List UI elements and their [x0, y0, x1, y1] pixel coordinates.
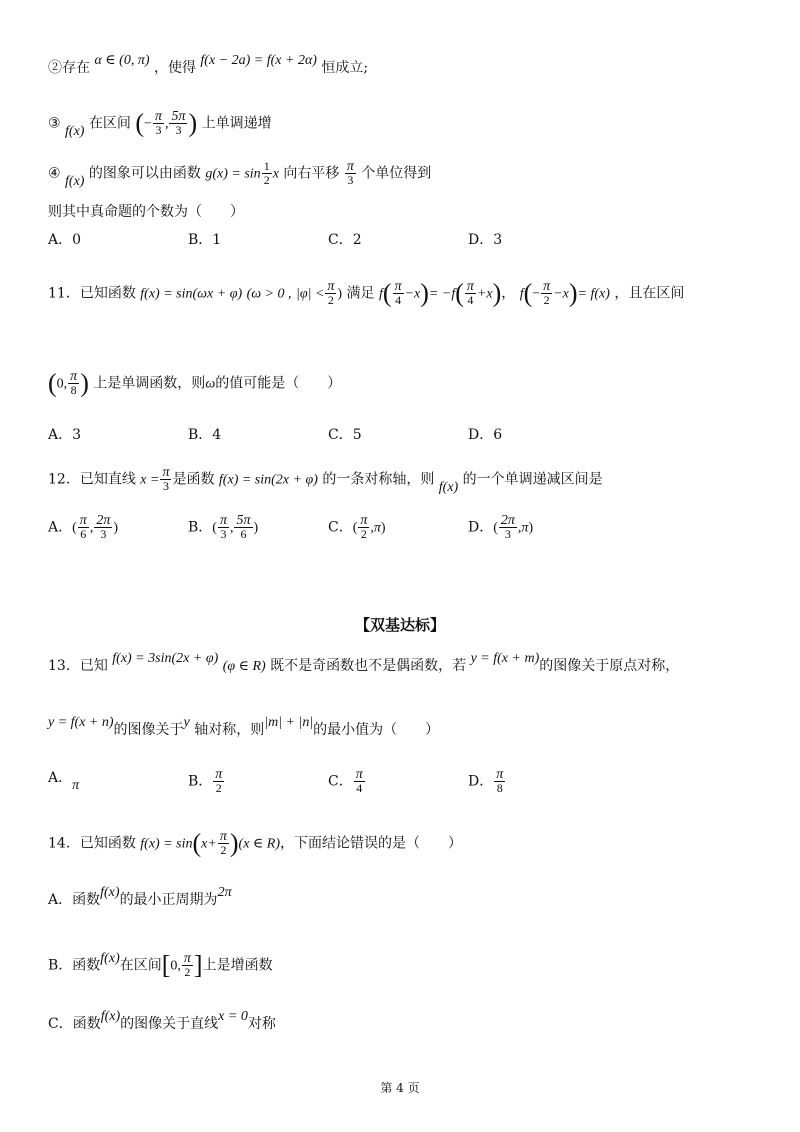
- q14-option-b: B．函数f(x)在区间[0, $\frac{\pi}{2}$ ]上是增函数: [48, 950, 273, 980]
- text: 的值可能是（ ）: [215, 375, 342, 392]
- paren: ): [337, 286, 343, 302]
- math-equation: f(x) = sin(ωx + φ): [140, 286, 243, 302]
- num: 2π: [96, 513, 111, 528]
- text: 上单调递增: [201, 115, 272, 132]
- bracket-open: [: [161, 950, 171, 980]
- text: ，且在区间: [614, 285, 685, 302]
- q11-option-d: D．6: [468, 427, 503, 443]
- q13-stem: [48, 651, 680, 677]
- q10-statement-3: [48, 110, 272, 137]
- math-cond: (ω > 0 ,: [246, 286, 292, 302]
- num: 2π: [500, 513, 515, 528]
- num: 5π: [236, 513, 251, 528]
- label: B．函数: [48, 957, 101, 974]
- den: 3: [347, 173, 354, 187]
- q12-option-c: C．( $\frac{\pi}{2}$ ,π): [328, 513, 386, 541]
- page-footer: 第 4 页: [380, 1081, 420, 1095]
- text: 在区间: [88, 115, 131, 132]
- text: 的最小值为（ ）: [313, 722, 440, 738]
- text: 的图像关于: [113, 722, 184, 738]
- num: π: [219, 513, 227, 528]
- num: π: [360, 513, 368, 528]
- q10-option-c: C．2: [328, 232, 362, 248]
- math-equation: y = f(x + m): [470, 651, 540, 666]
- text: 在区间: [119, 957, 162, 974]
- q11-option-b: B．4: [188, 427, 222, 443]
- fraction: [94, 514, 112, 541]
- den: 2: [360, 527, 367, 541]
- section-heading: 【双基达标】: [354, 616, 445, 634]
- math-eq: = −f: [428, 286, 456, 302]
- paren-open: (: [135, 108, 145, 138]
- q14-option-a: [48, 885, 232, 911]
- q10-option-b: B．1: [188, 232, 222, 248]
- math-pi: π: [72, 778, 80, 793]
- fraction: [354, 768, 365, 795]
- fraction: [358, 514, 369, 541]
- den: 6: [80, 527, 87, 541]
- math-cond: (φ ∈ R): [222, 659, 266, 674]
- label: D．: [468, 519, 494, 536]
- math-equation: f(x) = sin: [140, 836, 193, 852]
- q11-stem-2: (0, $\frac{\pi}{8}$ ) 上是单调函数，则ω的值可能是（ ）: [48, 368, 342, 398]
- q12-option-a: A．( $\frac{\pi}{6}$ , $\frac{2\pi}{3}$ ): [48, 513, 118, 541]
- den: 2: [327, 293, 334, 307]
- den: 2: [220, 843, 227, 857]
- label: C．: [328, 519, 353, 536]
- math-equation: f(x) = 3sin(2x + φ): [112, 651, 219, 666]
- num: π: [219, 829, 227, 844]
- text: 满足: [346, 285, 375, 302]
- text: 是函数: [172, 471, 215, 488]
- math-func: f(x): [100, 1009, 121, 1024]
- text: ③: [48, 115, 61, 132]
- math-equation: f(x) = sin(2x + φ): [218, 472, 318, 488]
- num: π: [215, 767, 223, 782]
- math-x: x =: [140, 472, 160, 488]
- fraction: [68, 370, 79, 397]
- num: 5π: [171, 109, 186, 124]
- fraction: [494, 768, 505, 795]
- label: C．函数: [48, 1016, 101, 1032]
- paren-close: ): [188, 108, 198, 138]
- fraction: [499, 514, 517, 541]
- q11-option-c: C．5: [328, 427, 362, 443]
- den: 2: [184, 965, 191, 979]
- den: 8: [70, 383, 77, 397]
- den: 3: [100, 527, 107, 541]
- text: ，下面结论错误的是（ ）: [279, 835, 462, 852]
- q13-option-c: [328, 768, 366, 795]
- paren-open: (: [192, 828, 202, 858]
- math-pi: π: [373, 520, 381, 536]
- text: 轴对称，则: [194, 722, 265, 738]
- math-func: f(x): [100, 950, 120, 966]
- q14-stem: 14．已知函数 f(x) = sin(x+ $\frac{\pi}{2}$ )(x ∈ R)，下面结论错误的是（ ）: [48, 828, 462, 858]
- label: B．: [188, 519, 213, 536]
- minus: −: [144, 116, 152, 132]
- math-func: f(x): [65, 173, 85, 189]
- num: π: [183, 951, 191, 966]
- text: 的一个单调递减区间是: [462, 471, 603, 488]
- text: 对称: [247, 1016, 276, 1032]
- den: 2: [543, 293, 550, 307]
- text: ②存在: [48, 60, 90, 76]
- fraction: [213, 768, 224, 795]
- text: 上是单调函数，则: [93, 375, 206, 392]
- math-x: x = 0: [218, 1009, 248, 1024]
- label: A．: [48, 770, 73, 786]
- num: π: [162, 465, 170, 480]
- text: 个单位得到: [361, 165, 432, 182]
- math-equation: y = f(x + n): [48, 715, 114, 730]
- den: 2: [215, 781, 222, 795]
- fraction: [182, 952, 193, 979]
- den: 3: [162, 479, 169, 493]
- math-cond: |φ| <: [296, 286, 325, 302]
- fraction: [78, 514, 89, 541]
- math-omega: ω: [205, 376, 216, 392]
- q13-option-b: [188, 768, 225, 795]
- den: 2: [263, 173, 270, 187]
- num: π: [394, 279, 402, 294]
- text: 13．已知: [48, 658, 108, 674]
- paren-close: ): [229, 828, 239, 858]
- text: 的一条对称轴，则: [322, 471, 435, 488]
- q13-stem-2: [48, 715, 440, 741]
- label: D．: [468, 773, 494, 790]
- num: π: [327, 279, 335, 294]
- fraction: [325, 280, 336, 307]
- num: π: [466, 279, 474, 294]
- math-pi: π: [521, 520, 529, 536]
- text: 的最小正周期为: [119, 892, 218, 908]
- q10-question: 则其中真命题的个数为（ ）: [48, 204, 244, 220]
- text: ④: [48, 165, 61, 182]
- math-g: g(x) = sin: [205, 166, 261, 182]
- text: 14．已知函数: [48, 835, 136, 852]
- fraction: [262, 160, 272, 187]
- text: 11．已知函数: [48, 285, 136, 302]
- paren-close: ): [420, 278, 429, 308]
- text: 的图像关于直线: [120, 1016, 219, 1032]
- fraction: [345, 160, 356, 187]
- q13-option-a: [48, 768, 80, 793]
- q10-statement-4: [48, 160, 431, 187]
- label: A．: [48, 519, 73, 536]
- math-domain: (x ∈ R): [238, 836, 280, 852]
- math-func: f(x): [438, 479, 459, 495]
- q11-stem: 11．已知函数 f(x) = sin(ωx + φ) (ω > 0 , |φ| < $\frac{\pi}{2}$ ) 满足 f( $\frac{\pi}{4}$ −x)= −f( $\frac{\pi}{4}$ +x)， f(− $\frac{\pi}{2}$ −x)= f(x) ，且在区间: [48, 278, 685, 308]
- paren-open: (: [523, 278, 533, 308]
- q11-option-a: A．3: [48, 427, 82, 443]
- paren-close: ): [492, 278, 502, 308]
- den: 4: [356, 781, 363, 795]
- fraction: [393, 280, 404, 307]
- text: 既不是奇函数也不是偶函数，若: [270, 658, 467, 674]
- num: π: [346, 159, 354, 174]
- q12-option-b: B．( $\frac{\pi}{3}$ , $\frac{5\pi}{6}$ ): [188, 513, 259, 541]
- q13-option-d: [468, 768, 506, 795]
- text: 的图象可以由函数: [88, 165, 201, 182]
- fraction: [234, 514, 252, 541]
- fraction: [218, 830, 229, 857]
- den: 3: [155, 123, 162, 137]
- label: C．: [328, 773, 353, 790]
- paren-open: (: [382, 278, 392, 308]
- q12-stem: [48, 466, 603, 493]
- num: π: [154, 109, 162, 124]
- num: π: [70, 369, 78, 384]
- num: π: [496, 767, 504, 782]
- math-eq: = f(x): [577, 286, 610, 302]
- paren-open: (: [455, 278, 464, 308]
- den: 3: [504, 527, 511, 541]
- math-abs: |m| + |n|: [264, 715, 314, 730]
- math-f: f: [379, 286, 383, 302]
- q14-option-c: [48, 1009, 276, 1035]
- comma: ,: [164, 116, 169, 132]
- text: 上是增函数: [202, 957, 273, 974]
- den: 3: [175, 123, 182, 137]
- paren-open: (: [48, 368, 57, 398]
- fraction: [465, 280, 476, 307]
- math-equation: f(x − 2a) = f(x + 2α): [200, 53, 317, 68]
- bracket-close: ]: [193, 950, 203, 980]
- num: 1: [263, 159, 270, 173]
- den: 8: [496, 781, 503, 795]
- math-f: f: [519, 286, 524, 302]
- den: 6: [240, 527, 247, 541]
- math-func: f(x): [100, 885, 120, 900]
- den: 3: [220, 527, 227, 541]
- fraction: [169, 110, 187, 137]
- text: 向右平移: [283, 165, 340, 182]
- math-set: α ∈ (0, π): [94, 53, 150, 68]
- num: π: [79, 513, 87, 528]
- math-x: x: [272, 166, 279, 182]
- q10-option-d: D．3: [468, 232, 503, 248]
- label: A．函数: [48, 892, 101, 908]
- q12-option-d: D．( $\frac{2\pi}{3}$ ,π): [468, 513, 534, 541]
- fraction: [541, 280, 552, 307]
- den: 4: [395, 293, 402, 307]
- text: 的图像关于原点对称，: [539, 658, 680, 674]
- fraction: [218, 514, 229, 541]
- fraction: [160, 466, 171, 493]
- num: π: [355, 767, 363, 782]
- math-func: f(x): [65, 123, 85, 139]
- paren-close: ): [80, 368, 89, 398]
- text: ，使得: [153, 60, 196, 76]
- label: B．: [188, 773, 213, 790]
- math-y: y: [183, 715, 190, 730]
- math-val: 2π: [217, 885, 232, 900]
- q10-option-a: A．0: [48, 232, 82, 248]
- den: 4: [467, 293, 474, 307]
- fraction: [153, 110, 164, 137]
- q10-statement-2: [48, 53, 369, 79]
- text: 12．已知直线: [48, 471, 136, 488]
- num: π: [543, 279, 551, 294]
- paren-close: ): [568, 278, 578, 308]
- text: 恒成立;: [321, 60, 369, 76]
